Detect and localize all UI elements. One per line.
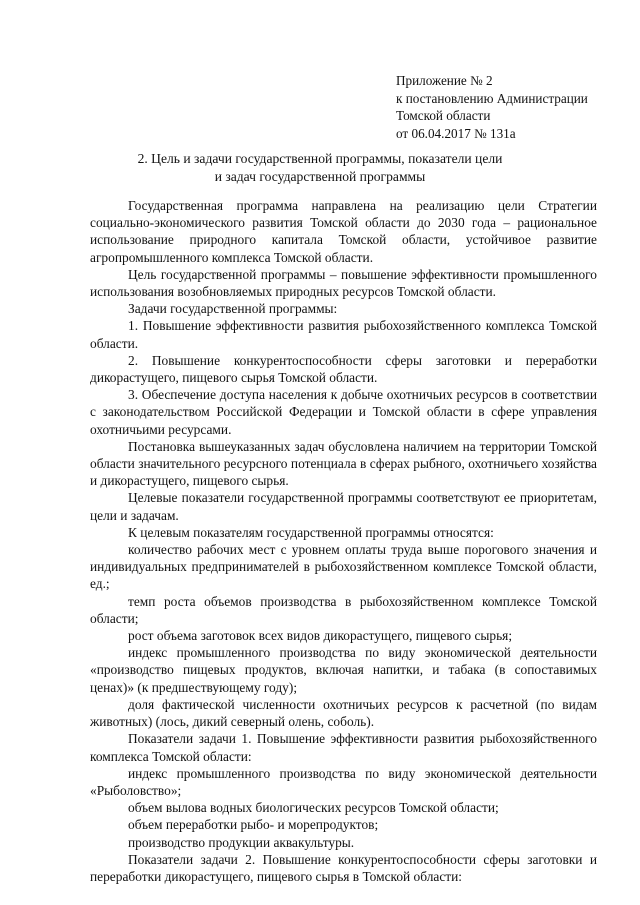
paragraph-indicator-harvest: рост объема заготовок всех видов дикорастущего, пищевого сырья; [128, 628, 513, 644]
paragraph-indicator-growth-rate: темп роста объемов производства в рыбохозяйственном комплексе Томской области; [90, 593, 597, 626]
paragraph-task-1: 1. Повышение эффективности развития рыбохозяйственного комплекса Томской области. [90, 318, 597, 351]
paragraph-indicator-aquaculture: производство продукции аквакультуры. [128, 834, 355, 850]
appendix-reference: к постановлению Администрации [396, 90, 588, 106]
appendix-title: Приложение № 2 [396, 73, 493, 88]
paragraph-target-indicators-list-intro: К целевым показателям государственной программы относятся: [128, 524, 494, 540]
paragraph-program-goal-strategy: Государственная программа направлена на реализацию цели Стратегии социально-экономического развития Томской области до 2030 года – рациональное использование природного капитала Томской области, устойчивое развитие агропромышленного комплекса Томской области. [90, 198, 597, 265]
paragraph-task-2-indicators: Показатели задачи 2. Повышение конкурентоспособности сферы заготовки и переработки дикорастущего, пищевого сырья в Томской области: [90, 851, 597, 884]
document-body [90, 197, 597, 885]
heading-line-1: 2. Цель и задачи государственной программы, показатели цели [137, 151, 503, 166]
paragraph-indicator-processing-volume: объем переработки рыбо- и морепродуктов; [128, 817, 379, 833]
appendix-region: Томской области [396, 108, 491, 124]
paragraph-tasks-rationale: Постановка вышеуказанных задач обусловлена наличием на территории Томской области значительного ресурсного потенциала в сферах рыбного, охотничьего хозяйства и дикорастущего, пищевого сырья. [90, 438, 597, 489]
paragraph-indicator-hunting-share: доля фактической численности охотничьих ресурсов к расчетной (по видам животных) (лось, дикий северный олень, соболь). [90, 696, 597, 730]
paragraph-task-1-indicators: Показатели задачи 1. Повышение эффективности развития рыбохозяйственного комплекса Томской области: [90, 731, 597, 764]
section-heading [90, 150, 550, 186]
appendix-date-number: от 06.04.2017 № 131а [396, 125, 516, 141]
paragraph-indicator-fishing-index: индекс промышленного производства по виду экономической деятельности «Рыболовство»; [90, 765, 597, 798]
paragraph-target-indicators: Целевые показатели государственной программы соответствуют ее приоритетам, цели и задачам. [90, 490, 597, 523]
paragraph-program-goal: Цель государственной программы – повышение эффективности промышленного использования возобновляемых природных ресурсов Томской области. [90, 266, 597, 300]
paragraph-task-3: 3. Обеспечение доступа населения к добыче охотничьих ресурсов в соответствии с законодательством Российской Федерации и Томской области в сфере управления охотничьими ресурсами. [90, 387, 597, 437]
paragraph-indicator-food-index: индекс промышленного производства по виду экономической деятельности «производство пищевых продуктов, включая напитки, и табака (в сопоставимых ценах)» (к предшествующему году); [90, 645, 597, 695]
paragraph-task-2: 2. Повышение конкурентоспособности сферы заготовки и переработки дикорастущего, пищевого сырья Томской области. [90, 352, 597, 386]
heading-line-2: и задач государственной программы [214, 169, 426, 184]
paragraph-indicator-jobs: количество рабочих мест с уровнем оплаты труда выше порогового значения и индивидуальных предпринимателей в рыбохозяйственном комплексе Томской области, ед.; [90, 542, 597, 592]
paragraph-tasks-intro: Задачи государственной программы: [128, 301, 338, 317]
appendix-block [396, 72, 616, 142]
paragraph-indicator-catch-volume: объем вылова водных биологических ресурсов Томской области; [128, 800, 499, 816]
